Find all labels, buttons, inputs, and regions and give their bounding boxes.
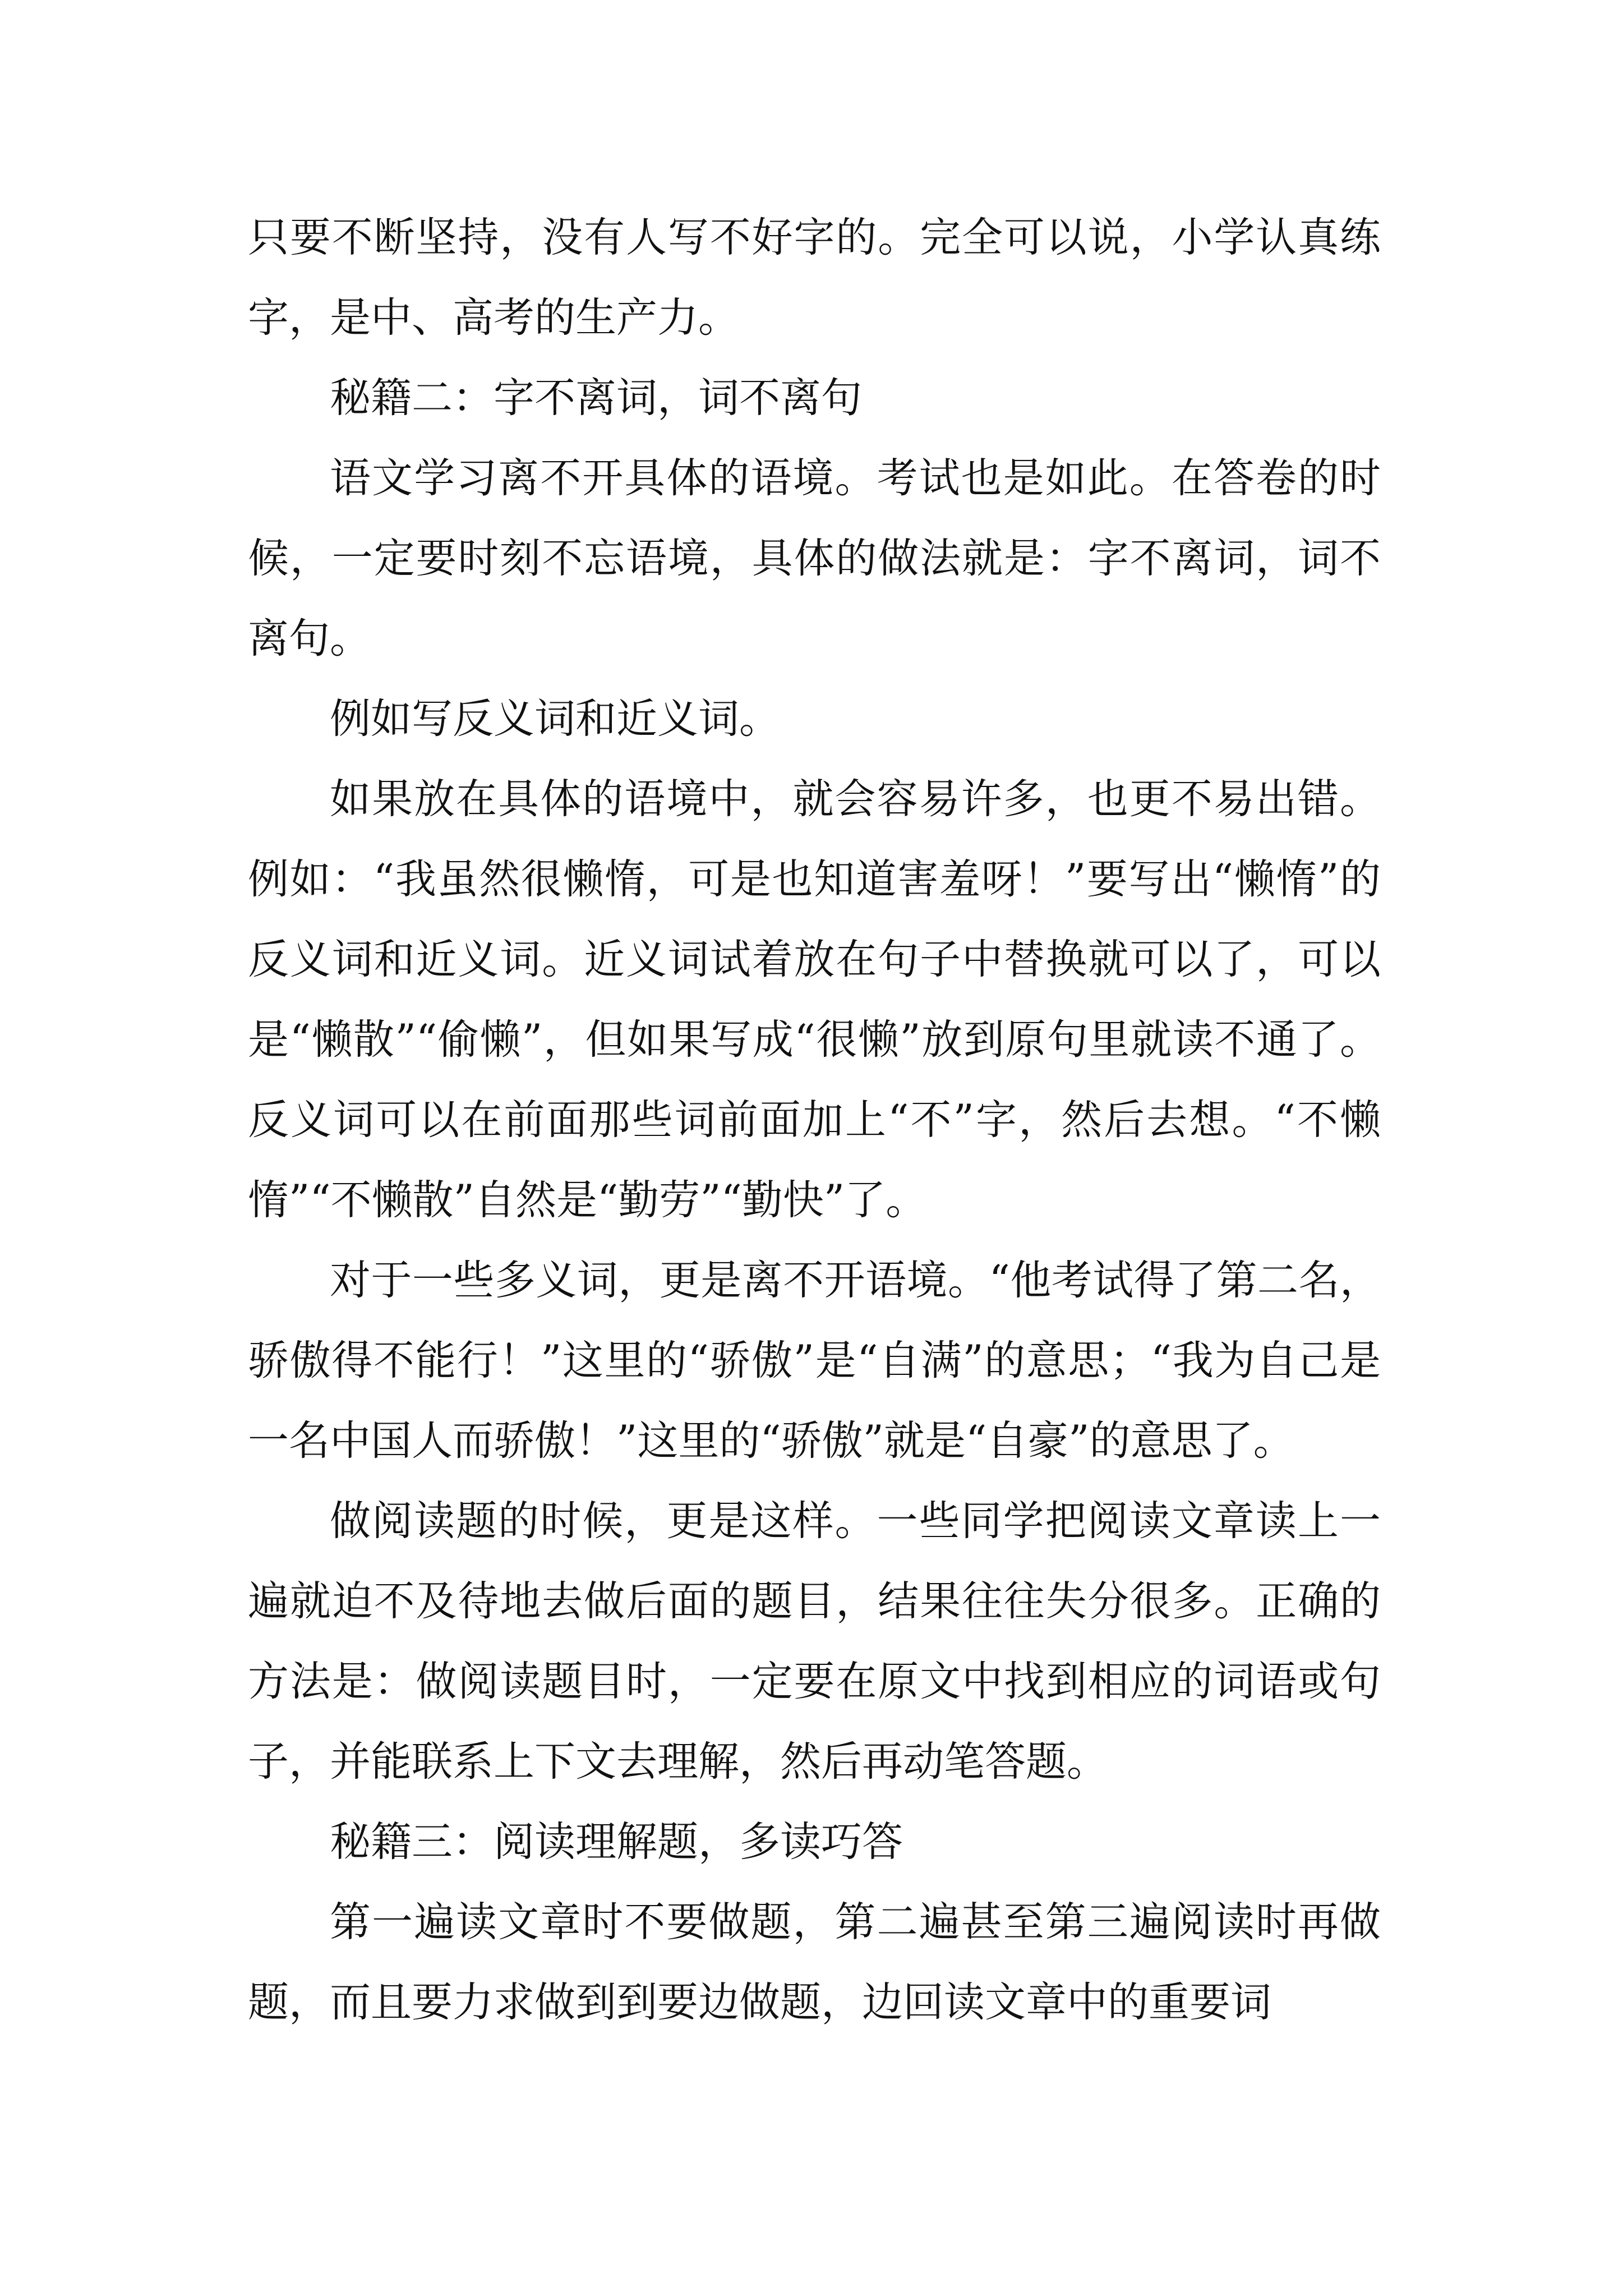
paragraph: 第一遍读文章时不要做题，第二遍甚至第三遍阅读时再做题，而且要力求做到到要边做题，边回读文章中的重要词 bbox=[248, 1898, 1381, 2026]
section-heading-secret-three: 秘籍三：阅读理解题，多读巧答 bbox=[330, 1818, 903, 1866]
paragraph: 对于一些多义词，更是离不开语境。“他考试得了第二名，骄傲得不能行！”这里的“骄傲”是“自满”的意思；“我为自己是一名中国人而骄傲！”这里的“骄傲”就是“自豪”的意思了。 bbox=[248, 1257, 1381, 1465]
paragraph: 例如写反义词和近义词。 bbox=[330, 695, 780, 743]
paragraph: 如果放在具体的语境中，就会容易许多，也更不易出错。例如：“我虽然很懒惰，可是也知道害羞呀！”要写出“懒惰”的反义词和近义词。近义词试着放在句子中替换就可以了，可以是“懒散”“偷懒”，但如果写成“很懒”放到原句里就读不通了。反义词可以在前面那些词前面加上“不”字，然后去想。“不懒惰”“不懒散”自然是“勤劳”“勤快”了。 bbox=[248, 775, 1381, 1224]
body-text bbox=[248, 197, 1381, 2042]
section-heading-secret-two: 秘籍二：字不离词，词不离句 bbox=[330, 374, 862, 422]
paragraph-continuation: 只要不断坚持，没有人写不好字的。完全可以说，小学认真练字，是中、高考的生产力。 bbox=[248, 214, 1381, 342]
paragraph: 做阅读题的时候，更是这样。一些同学把阅读文章读上一遍就迫不及待地去做后面的题目，结果往往失分很多。正确的方法是：做阅读题目时，一定要在原文中找到相应的词语或句子，并能联系上下文去理解，然后再动笔答题。 bbox=[248, 1497, 1381, 1786]
paragraph: 语文学习离不开具体的语境。考试也是如此。在答卷的时候，一定要时刻不忘语境，具体的做法就是：字不离词，词不离句。 bbox=[248, 454, 1381, 662]
